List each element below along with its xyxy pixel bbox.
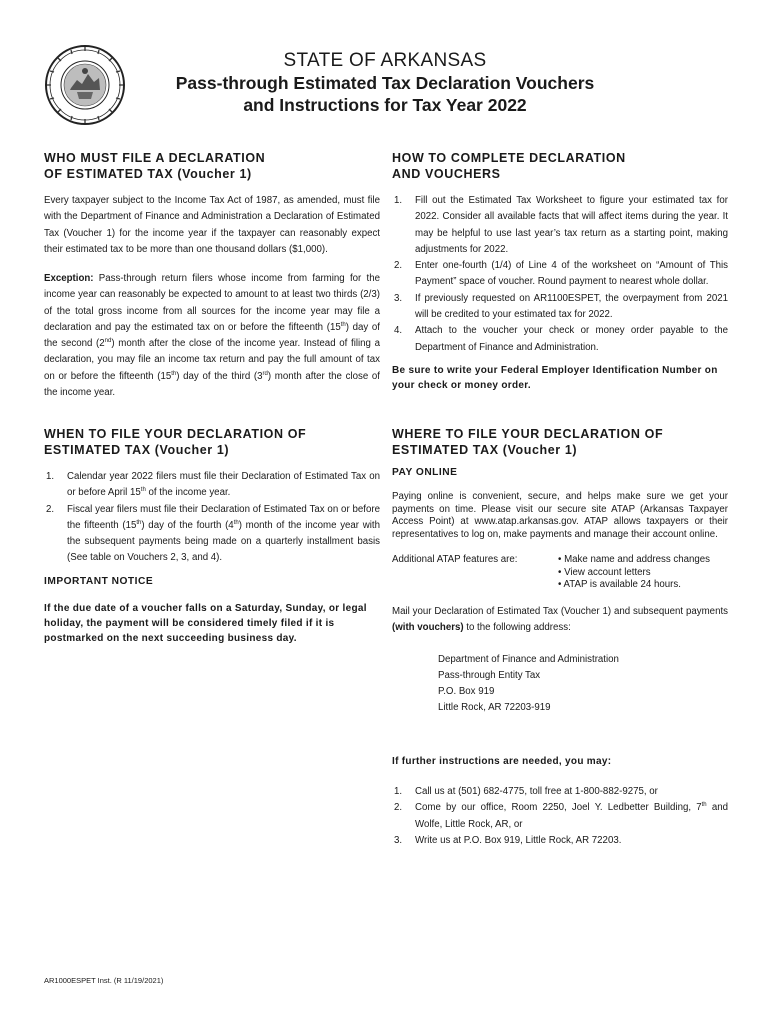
address-line: Little Rock, AR 72203-919 <box>438 702 551 713</box>
features-label: Additional ATAP features are: <box>392 554 518 565</box>
address-line: Pass-through Entity Tax <box>438 670 541 681</box>
list-item: 4. Attach to the voucher your check or money order payable to the Department of Finance and Administration. <box>394 325 728 353</box>
exception-label: Exception: <box>44 273 94 284</box>
further-list <box>392 784 728 849</box>
list-item: 3. If previously requested on AR1100ESPET, the overpayment from 2021 will be credited to your estimated tax for 2022. <box>394 292 728 321</box>
address-line: Department of Finance and Administration <box>438 654 619 665</box>
important-notice-text: If the due date of a voucher falls on a Saturday, Sunday, or legal holiday, the payment will be considered timely filed if it is postmarked on the next succeeding business day. <box>44 603 367 644</box>
when-heading: WHEN TO FILE YOUR DECLARATION OF ESTIMATED TAX (Voucher 1) <box>44 427 307 457</box>
page-title-line-1: Pass-through Estimated Tax Declaration Vouchers <box>175 73 595 93</box>
mailing-address <box>438 652 619 716</box>
list-item: 3. Write us at P.O. Box 919, Little Rock, AR 72203. <box>394 834 622 846</box>
features-list <box>558 554 710 592</box>
list-item: • ATAP is available 24 hours. <box>558 579 681 590</box>
list-item: 1. Calendar year 2022 filers must file their Declaration of Estimated Tax on or before April 15th of the income year. <box>46 471 380 499</box>
when-list <box>44 469 380 567</box>
right-column <box>392 0 728 1024</box>
mail-instructions: Mail your Declaration of Estimated Tax (Voucher 1) and subsequent payments (with vouchers) to the following address: <box>392 606 728 634</box>
list-item: 2. Come by our office, Room 2250, Joel Y. Ledbetter Building, 7th and Wolfe, Little Rock, AR, or <box>394 802 729 830</box>
fein-note: Be sure to write your Federal Employer Identification Number on your check or money order. <box>392 365 718 391</box>
state-title: STATE OF ARKANSAS <box>283 50 487 71</box>
page-title-line-2: and Instructions for Tax Year 2022 <box>243 95 527 115</box>
pay-online-text: Paying online is convenient, secure, and helps make sure we get your payments on time. Please visit our secure site ATAP (Arkansas Taxpayer Access Point) at www.atap.arkansas.gov. ATAP allows taxpayers or their representatives to log on, make payments and manage their account online. <box>392 491 728 540</box>
who-heading: WHO MUST FILE A DECLARATION OF ESTIMATED TAX (Voucher 1) <box>44 151 266 181</box>
list-item: • Make name and address changes <box>558 554 711 565</box>
pay-online-heading: PAY ONLINE <box>392 467 458 478</box>
important-notice-heading: IMPORTANT NOTICE <box>44 576 154 587</box>
list-item: 2. Fiscal year filers must file their Declaration of Estimated Tax on or before the fifteenth (15th) day of the fourth (4th) month of the income year with the subsequent payments being made on a quarterly installment basis (See table on Vouchers 2, 3, and 4). <box>46 503 380 564</box>
who-paragraph: Every taxpayer subject to the Income Tax Act of 1987, as amended, must file with the Department of Finance and Administration a Declaration of Estimated Tax (Voucher 1) for the income year if the taxpayer can reasonably expect their estimated tax to be more than one thousand dollars ($1,000). <box>44 195 380 255</box>
list-item: 1. Call us at (501) 682-4775, toll free at 1-800-882-9275, or <box>394 786 658 797</box>
further-instructions-heading: If further instructions are needed, you may: <box>392 756 612 767</box>
where-heading: WHERE TO FILE YOUR DECLARATION OF ESTIMATED TAX (Voucher 1) <box>392 427 664 457</box>
list-item: 1. Fill out the Estimated Tax Worksheet to figure your estimated tax for 2022. Consider all available facts that will affect items during the year. It may be helpful to use last year’s tax return as a starting point, making adjustments for 2022. <box>394 195 728 255</box>
address-line: P.O. Box 919 <box>438 686 495 697</box>
left-column <box>44 0 380 1024</box>
how-heading: HOW TO COMPLETE DECLARATION AND VOUCHERS <box>392 151 626 181</box>
list-item: • View account letters <box>558 566 651 578</box>
form-id-footer: AR1000ESPET Inst. (R 11/19/2021) <box>44 976 164 985</box>
exception-paragraph: Exception: Pass-through return filers whose income from farming for the income year can reasonably be expected to amount to at least two thirds (2/3) of the total gross income from all sources for the income year may file a declaration and pay the estimated tax on or before the fifteenth (15th) day of the second (2nd) month after the close of the income year. Instead of filing a declaration, you may file an income tax return and pay the full amount of tax on or before the fifteenth (15th) day of the third (3rd) month after the close of the income year. <box>44 273 380 399</box>
how-list <box>392 193 728 356</box>
list-item: 2. Enter one-fourth (1/4) of Line 4 of the worksheet on “Amount of This Payment” space of voucher. Round payment to nearest whole dollar. <box>394 260 728 288</box>
